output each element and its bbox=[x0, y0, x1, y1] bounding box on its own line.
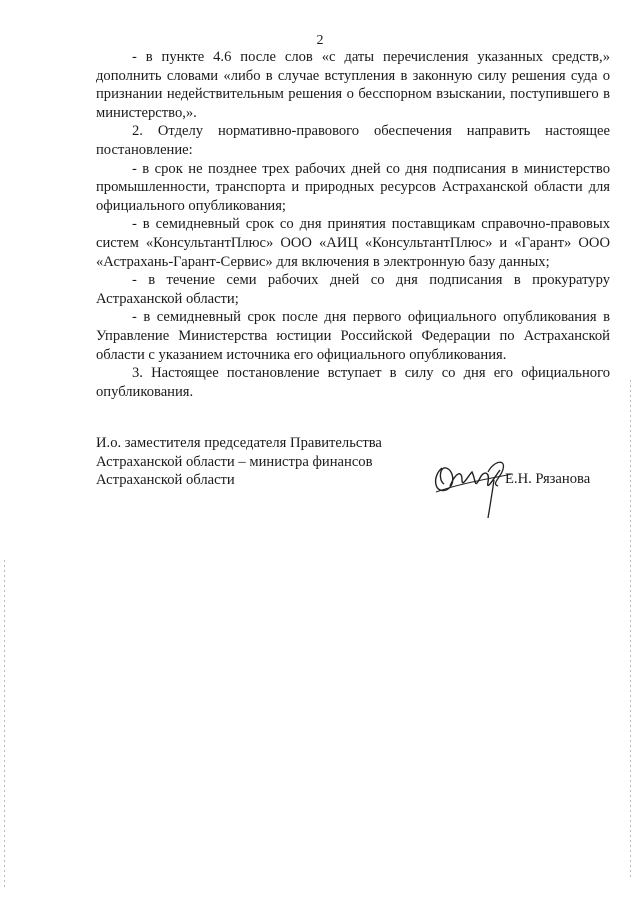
page-number: 2 bbox=[316, 33, 324, 48]
scan-edge-left bbox=[4, 560, 5, 890]
signatory-title bbox=[96, 434, 396, 490]
signatory-title-line: Астраханской области bbox=[96, 472, 235, 489]
paragraph-item-3: 3. Настоящее постановление вступает в силу со дня его официального опубликования. bbox=[96, 365, 610, 400]
paragraph-legal-systems: - в семидневный срок со дня принятия поставщикам справочно-правовых систем «КонсультантПлюс» ООО «АИЦ «КонсультантПлюс» и «Гарант» ООО «Астрахань-Гарант-Сервис» для включения в электронную базу данных; bbox=[96, 216, 610, 270]
paragraph-item-2: 2. Отделу нормативно-правового обеспечения направить настоящее постановление: bbox=[96, 123, 610, 158]
signer-name: Е.Н. Рязанова bbox=[505, 471, 591, 487]
paragraph-justice-ministry: - в семидневный срок после дня первого официального опубликования в Управление Министерства юстиции Российской Федерации по Астраханской области с указанием источника его официального опубликования. bbox=[96, 309, 610, 363]
paragraph-amendment: - в пункте 4.6 после слов «с даты перечисления указанных средств,» дополнить словами «либо в случае вступления в законную силу решения суда о признании недействительным решения о бесспорном взыскании, поступившего в министерство,». bbox=[96, 49, 610, 121]
paragraph-prosecutor: - в течение семи рабочих дней со дня подписания в прокуратуру Астраханской области; bbox=[96, 272, 610, 307]
paragraph-ministry-publication: - в срок не позднее трех рабочих дней со дня подписания в министерство промышленности, транспорта и природных ресурсов Астраханской области для официального опубликования; bbox=[96, 160, 610, 214]
scan-edge-right bbox=[630, 380, 631, 880]
signatory-title-line: И.о. заместителя председателя Правительства bbox=[96, 435, 382, 451]
signatory-title-line: Астраханской области – министра финансов bbox=[96, 453, 373, 470]
document-body bbox=[96, 48, 610, 401]
